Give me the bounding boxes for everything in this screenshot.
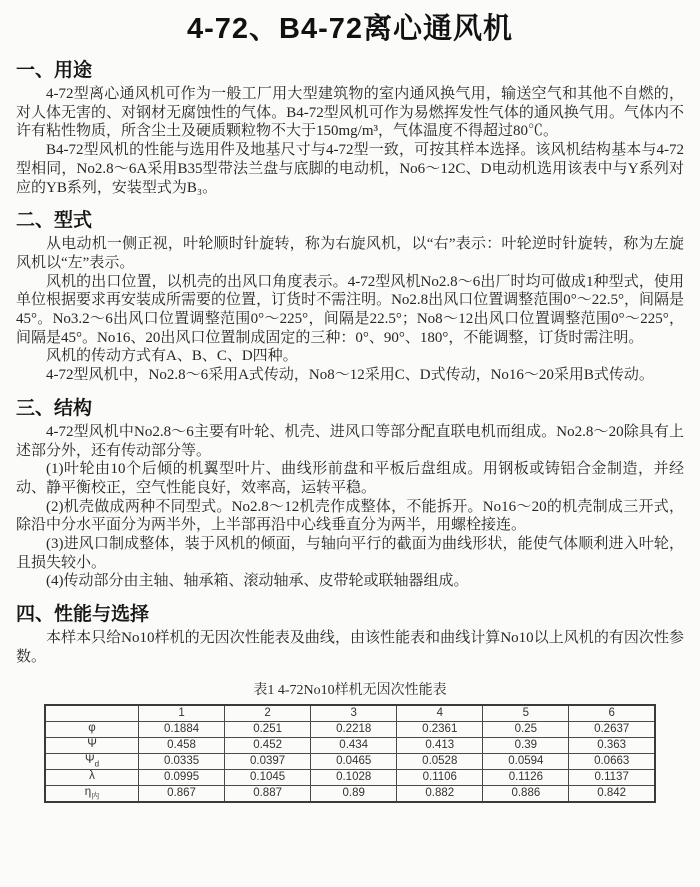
performance-table xyxy=(44,704,656,803)
table-cell: 0.0528 xyxy=(397,753,483,769)
table-header-cell: 2 xyxy=(225,705,311,722)
table-cell: 0.0663 xyxy=(569,753,655,769)
table-caption: 表1 4-72No10样机无因次性能表 xyxy=(253,682,447,698)
table-cell: 0.882 xyxy=(397,785,483,802)
structure-paragraph-intro: 4-72型风机中No2.8～6主要有叶轮、机壳、进风口等部分配直联电机而组成。No2.8～20除具有上述部分外，还有传动部分等。 xyxy=(16,423,684,459)
table-cell: 0.1884 xyxy=(139,721,225,737)
section-usage xyxy=(16,55,684,197)
symbol-sub: 内 xyxy=(91,790,100,800)
symbol-text: φ xyxy=(88,721,96,734)
table-cell: 0.1106 xyxy=(397,769,483,785)
table-cell: 0.0335 xyxy=(139,753,225,769)
section-usage-heading: 一、用途 xyxy=(16,60,93,81)
table-header-cell: 3 xyxy=(311,705,397,722)
type-paragraph-2: 风机的出口位置，以机壳的出风口角度表示。4-72型风机No2.8～6出厂时均可做成1种型式，使用单位根据要求再安装成所需要的位置，订货时不需注明。No2.8出风口位置调整范围0°～22.5°，间隔是45°。No3.2～6出风口位置调整范围0°～225°，间隔是22.5°；No8～12出风口位置调整范围0°～225°，间隔是45°。No16、20出风口位置制成固定的三种：0°、90°、180°，不能调整，订货时需注明。 xyxy=(16,273,684,346)
table-header-cell xyxy=(45,705,139,722)
table-cell: 0.458 xyxy=(139,737,225,753)
table-header-cell: 4 xyxy=(397,705,483,722)
table-cell: 0.842 xyxy=(569,785,655,802)
table-header-cell: 5 xyxy=(483,705,569,722)
table-cell: 0.0594 xyxy=(483,753,569,769)
section-performance-heading: 四、性能与选择 xyxy=(16,604,150,626)
section-type xyxy=(16,205,684,385)
type-paragraph-3: 风机的传动方式有A、B、C、D四种。 xyxy=(46,348,298,365)
table-cell: 0.0465 xyxy=(311,753,397,769)
page-title: 4-72、B4-72离心通风机 xyxy=(186,13,514,45)
table-cell: 0.1126 xyxy=(483,769,569,785)
table-row-psi xyxy=(45,737,655,753)
usage-paragraph-1: 4-72型离心通风机可作为一般工厂用大型建筑物的室内通风换气用，输送空气和其他不自燃的，对人体无害的、对钢材无腐蚀性的气体。B4-72型风机可作为易燃挥发性气体的通风换气用。气体内不许有粘性物质，所含尘土及硬质颗粒物不大于150mg/m³，气体温度不得超过80℃。 xyxy=(16,86,684,140)
table-cell: 0.0397 xyxy=(225,753,311,769)
table-cell: 0.434 xyxy=(311,737,397,753)
table-row-eta xyxy=(45,785,655,802)
table-cell: 0.867 xyxy=(139,785,225,802)
table-cell: 0.2637 xyxy=(569,721,655,737)
table-cell: 0.89 xyxy=(311,785,397,802)
table-cell: 0.452 xyxy=(225,737,311,753)
structure-item-3: (3)进风口制成整体，装于风机的倾面，与轴向平行的截面为曲线形状，能使气体顺利进入叶轮，且损失较小。 xyxy=(16,536,684,571)
structure-item-4: (4)传动部分由主轴、轴承箱、滚动轴承、皮带轮或联轴器组成。 xyxy=(46,573,469,590)
row-symbol xyxy=(45,753,139,769)
table-cell: 0.413 xyxy=(397,737,483,753)
symbol-sub: d xyxy=(94,759,100,769)
table-row-psi-d xyxy=(45,753,655,769)
usage-paragraph-2: B4-72型风机的性能与选用件及地基尺寸与4-72型一致，可按其样本选择。该风机结构基本与4-72型相同，No2.8～6A采用B35型带法兰盘与底脚的电动机，No6～12C、D电动机选用该表中与Y系列对应的YB系列，安装型式为B₃。 xyxy=(16,142,684,196)
section-structure xyxy=(16,393,684,591)
row-symbol xyxy=(45,785,139,802)
table-cell: 0.39 xyxy=(483,737,569,753)
table-cell: 0.2361 xyxy=(397,721,483,737)
section-type-heading: 二、型式 xyxy=(16,210,93,232)
table-header-row xyxy=(45,705,655,722)
symbol-text: η xyxy=(84,785,92,798)
type-paragraph-1: 从电动机一侧正视，叶轮顺时针旋转，称为右旋风机，以“右”表示：叶轮逆时针旋转，称为左旋风机以“左”表示。 xyxy=(16,236,684,271)
table-cell: 0.0995 xyxy=(139,769,225,785)
table-header-cell: 6 xyxy=(569,705,655,722)
row-symbol xyxy=(45,737,139,753)
performance-paragraph-1: 本样本只给No10样机的无因次性能表及曲线，由该性能表和曲线计算No10以上风机的有因次性参数。 xyxy=(16,630,684,665)
table-row-lambda xyxy=(45,769,655,785)
table-cell: 0.2218 xyxy=(311,721,397,737)
structure-item-2: (2)机壳做成两种不同型式。No2.8～12机壳作成整体，不能拆开。No16～20的机壳制成三开式，除沿中分水平面分为两半外，上半部再沿中心线垂直分为两半，用螺栓接连。 xyxy=(16,498,684,534)
section-structure-heading: 三、结构 xyxy=(16,397,93,419)
table-cell: 0.887 xyxy=(225,785,311,802)
table-cell: 0.1028 xyxy=(311,769,397,785)
structure-item-1: (1)叶轮由10个后倾的机翼型叶片、曲线形前盘和平板后盘组成。用钢板或铸铝合金制造，并经动、静平衡校正，空气性能良好，效率高，运转平稳。 xyxy=(16,461,684,496)
table-cell: 0.1137 xyxy=(569,769,655,785)
type-paragraph-4: 4-72型风机中，No2.8～6采用A式传动，No8～12采用C、D式传动，No16～20采用B式传动。 xyxy=(46,367,654,384)
symbol-text: Ψ xyxy=(87,737,97,750)
table-header-cell: 1 xyxy=(139,705,225,722)
table-row-phi xyxy=(45,721,655,737)
table-cell: 0.1045 xyxy=(225,769,311,785)
table-cell: 0.251 xyxy=(225,721,311,737)
row-symbol xyxy=(45,721,139,737)
symbol-text: Ψ xyxy=(84,753,95,766)
section-performance xyxy=(16,599,684,666)
table-cell: 0.363 xyxy=(569,737,655,753)
row-symbol xyxy=(45,769,139,785)
table-cell: 0.25 xyxy=(483,721,569,737)
symbol-text: λ xyxy=(89,769,95,782)
table-cell: 0.886 xyxy=(483,785,569,802)
